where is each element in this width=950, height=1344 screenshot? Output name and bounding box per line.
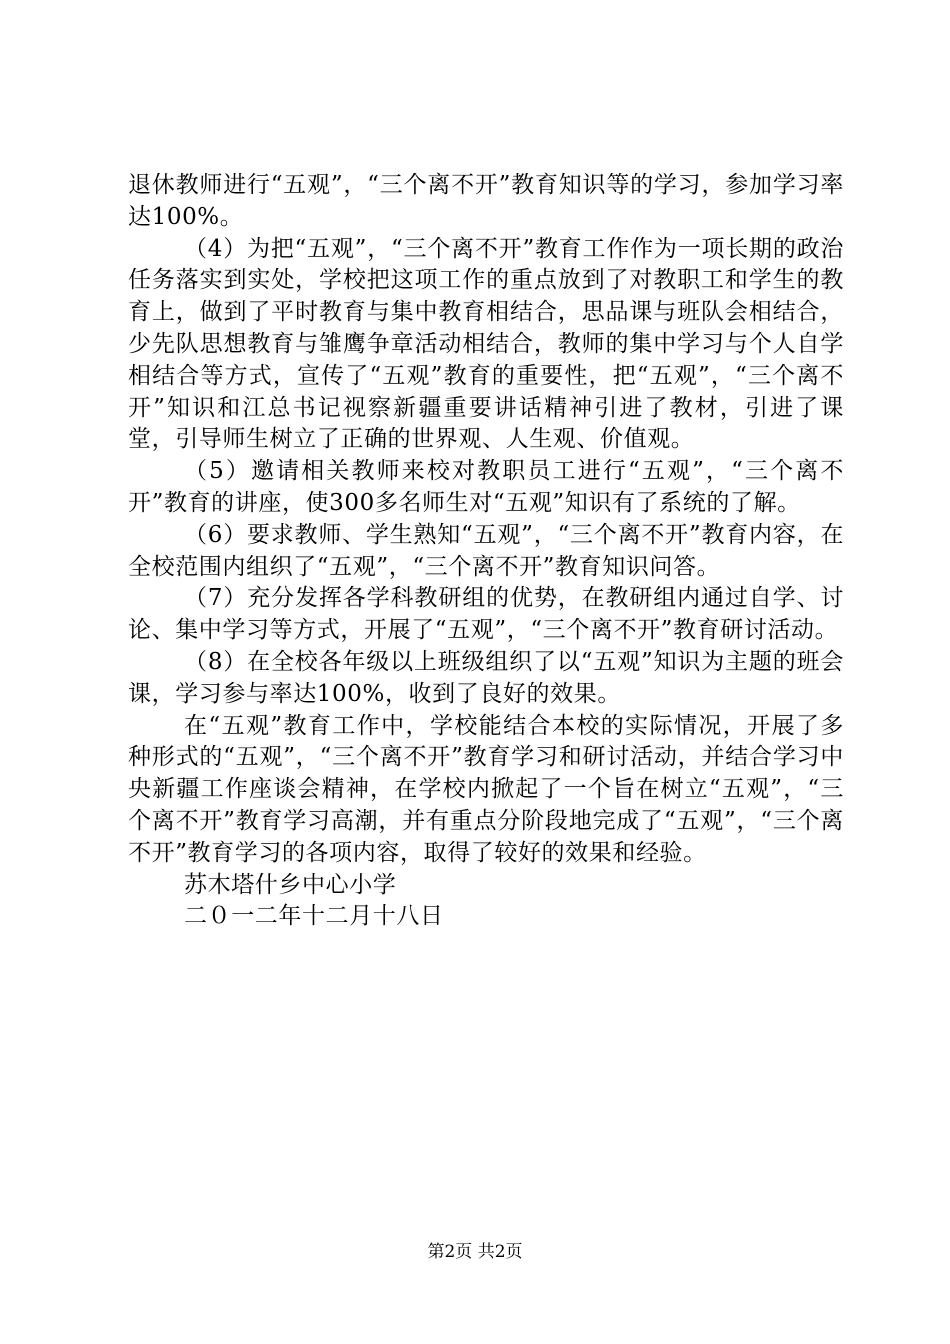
paragraph-continuation: 退休教师进行“五观”，“三个离不开”教育知识等的学习，参加学习率达100%。 [128, 172, 844, 230]
signature-organization: 苏木塔什乡中心小学 [184, 871, 397, 898]
paragraph-summary: 在“五观”教育工作中，学校能结合本校的实际情况，开展了多种形式的“五观”，“三个离不开”教育学习和研讨活动，并结合学习中央新疆工作座谈会精神，在学校内掀起了一个旨在树立“五观”，“三个离不开”教育学习高潮，并有重点分阶段地完成了“五观”，“三个离不开”教育学习的各项内容，取得了较好的效果和经验。 [128, 712, 844, 866]
document-body [128, 170, 844, 933]
paragraph-item-4: （4）为把“五观”，“三个离不开”教育工作作为一项长期的政治任务落实到实处，学校把这项工作的重点放到了对教职工和学生的教育上，做到了平时教育与集中教育相结合，思品课与班队会相结合，少先队思想教育与雏鹰争章活动相结合，教师的集中学习与个人自学相结合等方式，宣传了“五观”教育的重要性，把“五观”，“三个离不开”知识和江总书记视察新疆重要讲话精神引进了教材，引进了课堂，引导师生树立了正确的世界观、人生观、价值观。 [128, 235, 844, 453]
signature-date: 二０一二年十二月十八日 [184, 903, 444, 930]
page-footer: 第2页 共2页 [427, 1242, 523, 1262]
paragraph-item-7: （7）充分发挥各学科教研组的优势，在教研组内通过自学、讨论、集中学习等方式，开展了“五观”，“三个离不开”教育研讨活动。 [128, 585, 844, 644]
paragraph-item-6: （6）要求教师、学生熟知“五观”，“三个离不开”教育内容，在全校范围内组织了“五观”，“三个离不开”教育知识问答。 [128, 521, 844, 580]
paragraph-item-5: （5）邀请相关教师来校对教职员工进行“五观”，“三个离不开”教育的讲座，使300多名师生对“五观”知识有了系统的了解。 [128, 458, 844, 516]
paragraph-item-8: （8）在全校各年级以上班级组织了以“五观”知识为主题的班会课，学习参与率达100%，收到了良好的效果。 [128, 648, 844, 707]
